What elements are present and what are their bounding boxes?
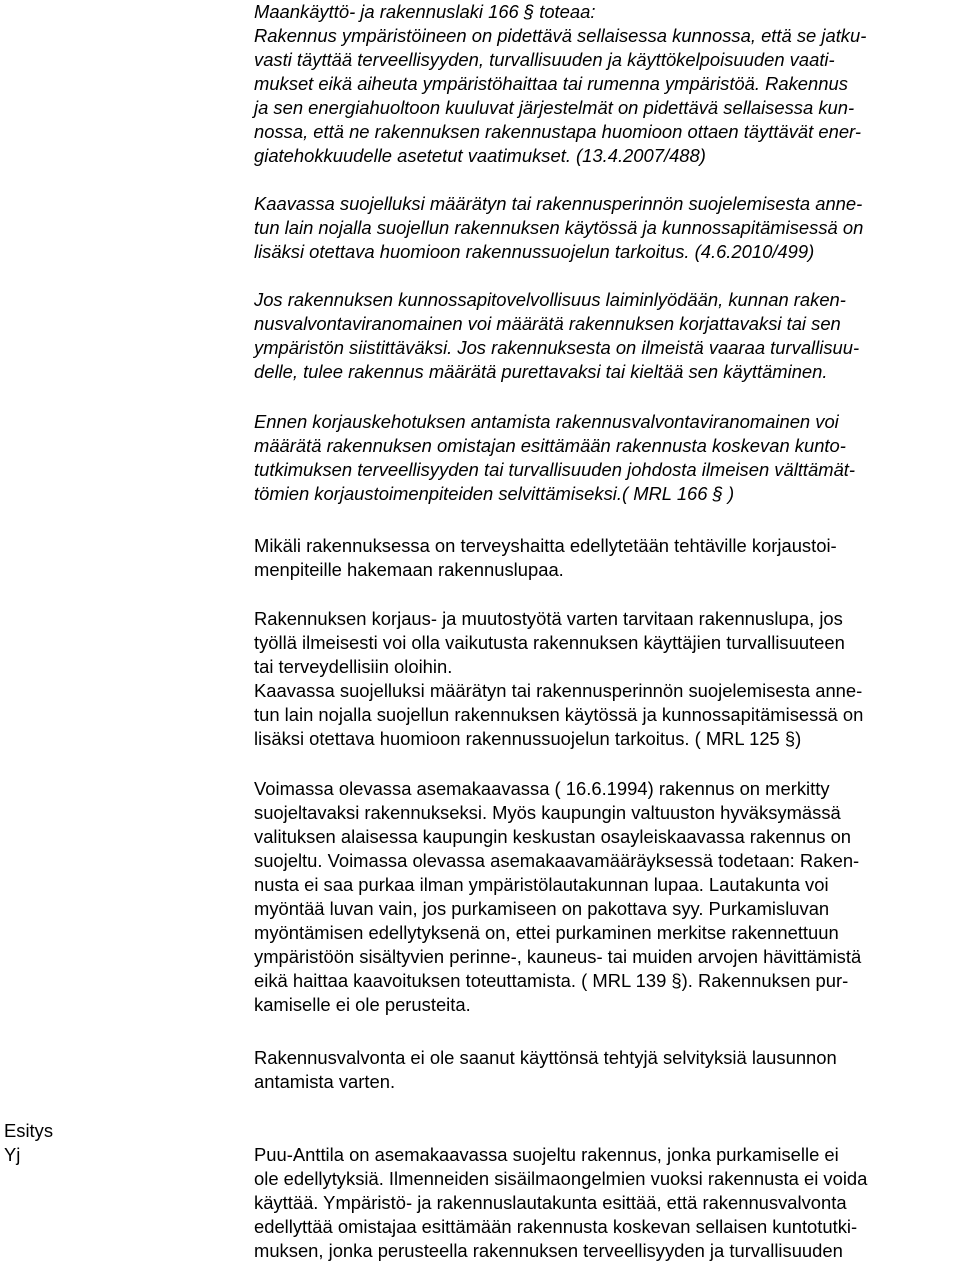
text-line: ympäristöön sisältyvien perinne-, kauneus- tai muiden arvojen hävittämistä (254, 946, 862, 967)
text-line: Kaavassa suojelluksi määrätyn tai rakennusperinnön suojelemisesta anne- (254, 680, 863, 701)
text-line: tun lain nojalla suojellun rakennuksen käytössä ja kunnossapitämisessä on (254, 704, 864, 725)
section-label-esitys: Esitys (4, 1120, 54, 1141)
text-line: antamista varten. (254, 1071, 396, 1092)
text-line: suojeltu. Voimassa olevassa asemakaavamääräyksessä todetaan: Raken- (254, 850, 860, 871)
text-line: suojeltavaksi rakennukseksi. Myös kaupungin valtuuston hyväksymässä (254, 802, 841, 823)
text-line: tömien korjaustoimenpiteiden selvittämiseksi.( MRL 166 § ) (254, 483, 735, 504)
paragraph-esitys (254, 1143, 956, 1263)
text-line: käyttää. Ympäristö- ja rakennuslautakunta esittää, että rakennusvalvonta (254, 1192, 847, 1213)
text-line: muksen, jonka perusteella rakennuksen terveellisyyden ja turvallisuuden (254, 1240, 843, 1261)
text-line: Voimassa olevassa asemakaavassa ( 16.6.1994) rakennus on merkitty (254, 778, 830, 799)
text-line: Jos rakennuksen kunnossapitovelvollisuus laiminlyödään, kunnan raken- (254, 289, 846, 310)
text-line: Rakennusvalvonta ei ole saanut käyttönsä tehtyjä selvityksiä lausunnon (254, 1047, 837, 1068)
text-line: giatehokkuudelle asetetut vaatimukset. (13.4.2007/488) (254, 145, 706, 166)
text-line: menpiteille hakemaan rakennuslupaa. (254, 559, 564, 580)
text-line: määrätä rakennuksen omistajan esittämään rakennusta koskevan kunto- (254, 435, 846, 456)
paragraph-asemakaava (254, 777, 956, 1017)
text-line: tutkimuksen terveellisyyden tai turvallisuuden johdosta ilmeisen välttämät- (254, 459, 856, 480)
text-line: tai terveydellisiin oloihin. (254, 656, 453, 677)
text-line: ja sen energiahuoltoon kuuluvat järjestelmät on pidettävä sellaisessa kun- (254, 97, 855, 118)
text-line: Mikäli rakennuksessa on terveyshaitta edellytetään tehtäville korjaustoi- (254, 535, 837, 556)
text-line: ympäristön siistittäväksi. Jos rakennuksesta on ilmeistä vaaraa turvallisuu- (254, 337, 860, 358)
text-line: Kaavassa suojelluksi määrätyn tai rakennusperinnön suojelemisesta anne- (254, 193, 863, 214)
paragraph-korjauskehotus (254, 410, 956, 506)
paragraph-terveyshaitta (254, 534, 956, 582)
text-line: Ennen korjauskehotuksen antamista rakennusvalvontaviranomainen voi (254, 411, 839, 432)
text-line: myöntää luvan vain, jos purkamiseen on pakottava syy. Purkamisluvan (254, 898, 830, 919)
text-line: Puu-Anttila on asemakaavassa suojeltu rakennus, jonka purkamiselle ei (254, 1144, 839, 1165)
text-line: mukset eikä aiheuta ympäristöhaittaa tai rumenna ympäristöä. Rakennus (254, 73, 848, 94)
text-line: tun lain nojalla suojellun rakennuksen käytössä ja kunnossapitämisessä on (254, 217, 864, 238)
text-line: vasti täyttää terveellisyyden, turvallisuuden ja käyttökelpoisuuden vaati- (254, 49, 835, 70)
text-line: nusvalvontaviranomainen voi määrätä rakennuksen korjattavaksi tai sen (254, 313, 841, 334)
text-line: eikä haittaa kaavoituksen toteuttamista. ( MRL 139 §). Rakennuksen pur- (254, 970, 849, 991)
text-line: Maankäyttö- ja rakennuslaki 166 § toteaa: (254, 1, 596, 22)
text-line: delle, tulee rakennus määrätä purettavaksi tai kieltää sen käyttäminen. (254, 361, 828, 382)
text-line: kamiselle ei ole perusteita. (254, 994, 471, 1015)
paragraph-rakennuslupa (254, 607, 956, 751)
text-line: lisäksi otettava huomioon rakennussuojelun tarkoitus. (4.6.2010/499) (254, 241, 815, 262)
paragraph-lausunto (254, 1046, 956, 1094)
paragraph-mrl-166 (254, 0, 956, 168)
paragraph-kunnossapito (254, 288, 956, 384)
text-line: lisäksi otettava huomioon rakennussuojelun tarkoitus. ( MRL 125 §) (254, 728, 802, 749)
text-line: valituksen alaisessa kaupungin keskustan osayleiskaavassa rakennus on (254, 826, 852, 847)
text-line: nossa, että ne rakennuksen rakennustapa huomioon ottaen täyttävät ener- (254, 121, 861, 142)
text-line: työllä ilmeisesti voi olla vaikutusta rakennuksen käyttäjien turvallisuuteen (254, 632, 845, 653)
section-label-yj: Yj (4, 1144, 21, 1165)
text-line: Rakennuksen korjaus- ja muutostyötä varten tarvitaan rakennuslupa, jos (254, 608, 843, 629)
paragraph-suojelu (254, 192, 956, 264)
text-line: ole edellytyksiä. Ilmenneiden sisäilmaongelmien vuoksi rakennusta ei voida (254, 1168, 868, 1189)
text-line: Rakennus ympäristöineen on pidettävä sellaisessa kunnossa, että se jatku- (254, 25, 867, 46)
text-line: edellyttää omistajaa esittämään rakennusta koskevan sellaisen kuntotutki- (254, 1216, 858, 1237)
text-line: nusta ei saa purkaa ilman ympäristölautakunnan lupaa. Lautakunta voi (254, 874, 829, 895)
text-line: myöntämisen edellytyksenä on, ettei purkaminen merkitse rakennettuun (254, 922, 839, 943)
